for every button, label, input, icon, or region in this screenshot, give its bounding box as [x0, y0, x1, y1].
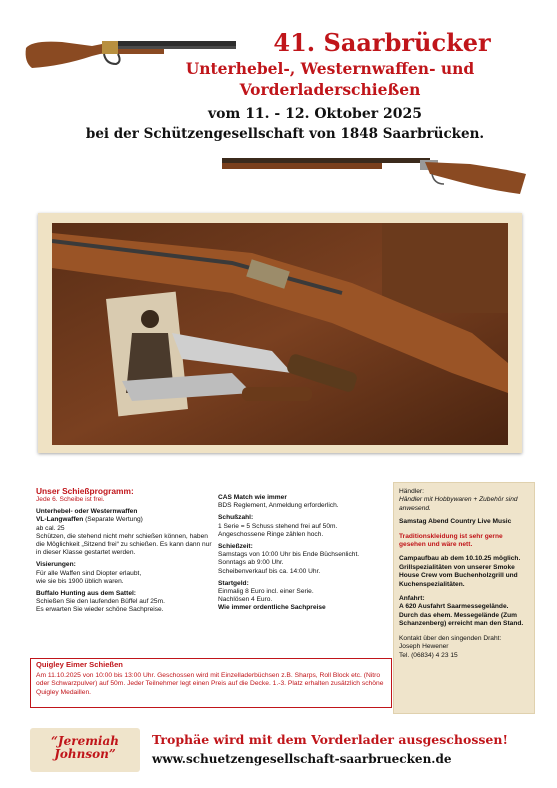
sec1-text: ab cal. 25 Schützen, die stehend nicht mehr schießen können, haben die Möglichkeit „Sitzend frei“ zu schießen. Es kann dann nur in dieser Klasse gestartet werden.: [36, 524, 212, 557]
camp-note: Campaufbau ab dem 10.10.25 möglich. Grillspezialitäten von unserer Smoke House Crew vom Buchenholzgrill und Kuchenspezialitäten.: [399, 555, 521, 588]
shooting-program: [36, 486, 214, 615]
dress-note: Traditionskleidung ist sehr gerne gesehen und wäre nett.: [399, 532, 503, 549]
geld-heading: Startgeld:: [218, 579, 249, 587]
badge-line-1: “Jeremiah: [51, 734, 119, 748]
anfahrt-heading: Anfahrt:: [399, 595, 425, 603]
music-note: Samstag Abend Country Live Music: [399, 518, 512, 526]
haendler-heading: Händler:: [399, 488, 424, 495]
badge-line-2: Johnson”: [54, 747, 116, 761]
sec2-text: Für alle Waffen sind Diopter erlaubt, wie sie bis 1900 üblich waren.: [36, 569, 142, 585]
schuss-heading: Schußzahl:: [218, 514, 254, 522]
geld-bold: Wie immer ordentliche Sachpreise: [218, 604, 326, 612]
rifle-knife-still-life: [52, 223, 508, 445]
sec3-heading: Buffalo Hunting aus dem Sattel:: [36, 590, 137, 598]
jeremiah-johnson-badge: [30, 728, 140, 772]
sec3-text: Schießen Sie den laufenden Büffel auf 25m. Es erwarten Sie wieder schöne Sachpreise.: [36, 598, 165, 614]
website-link[interactable]: www.schuetzengesellschaft-saarbruecken.de: [152, 752, 452, 766]
subtitle-line-1: Unterhebel-, Westernwaffen- und: [185, 59, 475, 78]
free-lane-note: Jede 6. Scheibe ist frei.: [36, 496, 105, 503]
contact-phone: Tel. (06834) 4 23 15: [399, 651, 458, 659]
hero-photo: [38, 213, 522, 453]
zeit-heading: Schießzeit:: [218, 543, 253, 551]
quigley-text: Am 11.10.2025 von 10:00 bis 13:00 Uhr. Geschossen wird mit Einzelladerbüchsen z.B. Sharps, Roll Block etc. (Nitro oder Schwarzpulver) auf 50m. Jeder Teilnehmer legt einen Preis auf die Decke. 1.-3. Platz erhalten zusätzlich schöne Quigley Medaillen.: [36, 671, 384, 696]
program-heading: Unser Schießprogramm:: [36, 486, 134, 496]
contact-name: Joseph Hewener: [399, 643, 449, 651]
subtitle-line-2: Vorderladerschießen: [239, 80, 421, 99]
geld-text: Einmalig 8 Euro incl. einer Serie. Nachlösen 4 Euro.: [218, 588, 314, 604]
contact-intro: Kontakt über den singenden Draht:: [399, 634, 502, 642]
cas-text: BDS Reglement, Anmeldung erforderlich.: [218, 502, 339, 510]
haendler-text: Händler mit Hobbywaren + Zubehör sind anwesend.: [399, 496, 518, 512]
event-subtitle: [110, 58, 550, 100]
sec1-sub: VL-Langwaffen (Separate Wertung): [36, 516, 143, 524]
event-title: 41. Saarbrücker: [273, 28, 491, 57]
long-rifle-image: [220, 148, 532, 200]
event-date: vom 11. - 12. Oktober 2025: [208, 106, 422, 122]
anfahrt-text: A 620 Ausfahrt Saarmessegelände. Durch das ehem. Messegelände (Zum Schanzenberg) erreicht man den Stand.: [399, 603, 524, 628]
event-details: [218, 494, 390, 613]
zeit-text: Samstags von 10:00 Uhr bis Ende Büchsenlicht. Sonntags ab 9:00 Uhr. Scheibenverkauf bis ca. 14:00 Uhr.: [218, 551, 360, 575]
cas-heading: CAS Match wie immer: [218, 494, 287, 501]
quigley-heading: Quigley Eimer Schießen: [36, 660, 123, 669]
sec1-heading: Unterhebel- oder Westernwaffen: [36, 508, 138, 516]
trophy-line: Trophäe wird mit dem Vorderlader ausgeschossen!: [152, 732, 508, 747]
quigley-box: [30, 658, 392, 708]
info-sidebar: [393, 482, 535, 714]
sec2-heading: Visierungen:: [36, 561, 76, 569]
event-host: bei der Schützengesellschaft von 1848 Saarbrücken.: [85, 126, 485, 142]
schuss-text: 1 Serie = 5 Schuss stehend frei auf 50m. Angeschossene Ringe zählen hoch.: [218, 522, 338, 538]
